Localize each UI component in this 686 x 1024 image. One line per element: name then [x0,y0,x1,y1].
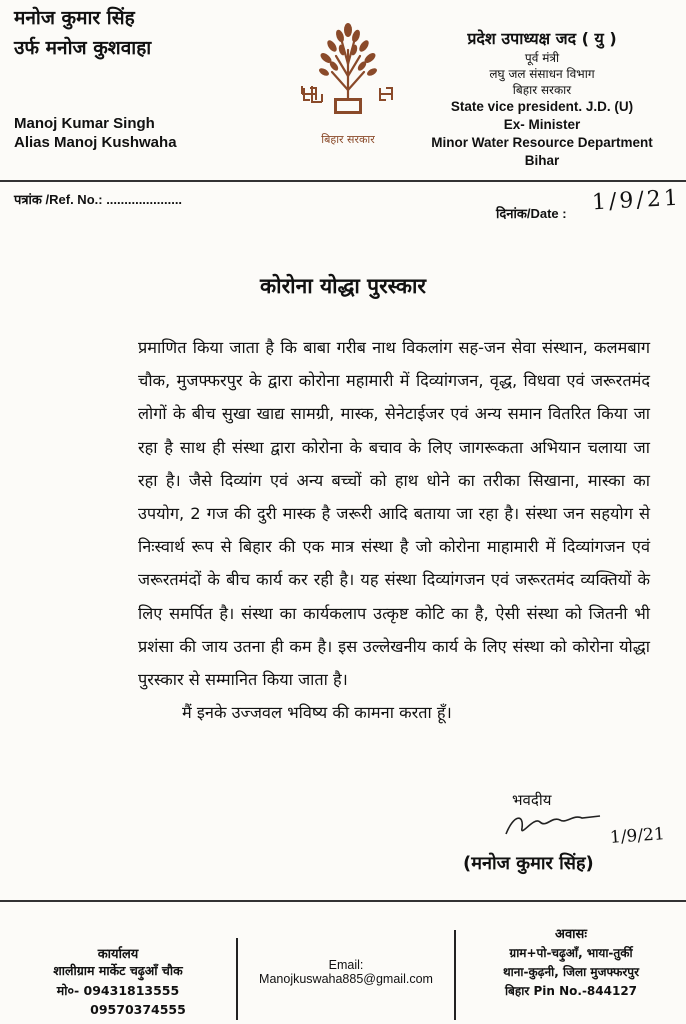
designation-hindi-line-2: पूर्व मंत्री [524,51,560,65]
designation-block [412,28,672,170]
designation-hindi-line-4: बिहार सरकार [512,83,572,97]
office-address [28,944,208,1017]
letter-wish: मैं इनके उज्जवल भविष्य की कामना करता हूँ। [182,703,452,723]
signatory-name: (मनोज कुमार सिंह) [463,853,594,874]
office-phone-1: मो०- 09431813555 [56,983,180,998]
ref-label: पत्रांक /Ref. No. [14,192,99,207]
letter-title: कोरोना योद्धा पुरस्कार [260,274,426,298]
signature-date: 1/9/21 [609,824,666,848]
residence-title: अवासः [555,927,587,942]
email-block [248,958,444,986]
bodhi-tree-emblem-icon [296,20,400,126]
hindi-name: मनोज कुमार सिंह [14,7,135,29]
designation-english-line-2: Ex- Minister [503,117,581,132]
residence-line-3: बिहार Pin No.-844127 [504,984,638,998]
designation-hindi-line-3: लघु जल संसाधन विभाग [489,67,595,81]
office-phone-2: 09570374555 [90,1002,186,1017]
date-handwritten: 1/9/21 [591,185,682,216]
emblem-caption: बिहार सरकार [321,133,375,146]
bihar-emblem [296,20,400,146]
residence-line-1: ग्राम+पो-चढ़ुआँ, भाया-तुर्की [509,946,633,960]
footer-separator-right [454,930,456,1020]
footer-separator-left [236,938,238,1020]
ref-number [14,190,182,208]
office-title: कार्यालय [97,947,139,962]
residence-line-2: थाना-कुढ़नी, जिला मुजफ्फरपुर [502,965,640,979]
signature-scribble [500,808,610,844]
footer-divider [0,900,686,902]
ref-value: : ..................... [98,192,183,207]
english-alias: Alias Manoj Kushwaha [14,134,177,151]
english-name: Manoj Kumar Singh [14,115,155,132]
date-label: दिनांक/Date : [496,206,567,221]
closing-word: भवदीय [512,791,552,809]
designation-english-line-3: Minor Water Resource Department [431,135,653,150]
letter-body-paragraph: प्रमाणित किया जाता है कि बाबा गरीब नाथ विकलांग सह-जन सेवा संस्थान, कलमबाग चौक, मुजफ्फरपुर के द्वारा कोरोना महामारी में दिव्यांगजन, वृद्ध, विधवा एवं जरूरतमंद लोगों के बीच सुखा खाद्य सामग्री, मास्क, सेनेटाईजर एवं अन्य समान वितरित किया जा रहा है साथ ही संस्था द्वारा कोरोना के बचाव के लिए जागरूकता अभियान चलाया जा रहा है। जैसे दिव्यांग एवं अन्य बच्चों को हाथ धोने का तरीका सिखाना, मास्का का उपयोग, 2 गज की दुरी मास्क है जरूरी आदि बताया जा रहा है। संस्था जन सहयोग से निःस्वार्थ रूप से बिहार की एक मात्र संस्था है जो कोरोना माहामारी में दिव्यांगजन एवं जरूरतमंदों के बीच कार्य कर रही है। यह संस्था दिव्यांगजन एवं जरूरतमंद व्यक्तियों के लिए समर्पित है। संस्था का कार्यकलाप उत्कृष्ट कोटि का है, ऐसी संस्था को जितनी भी प्रशंसा की जाय उतना ही कम है। इस उल्लेखनीय कार्य के लिए संस्था को कोरोना योद्धा पुरस्कार से सम्मानित किया जाता है। [138,338,650,690]
designation-english-line-4: Bihar [524,153,560,168]
letter-body [138,331,650,729]
designation-hindi-line-1: प्रदेश उपाध्यक्ष जद ( यु ) [467,29,617,48]
designation-english-line-1: State vice president. J.D. (U) [450,99,634,114]
hindi-alias: उर्फ मनोज कुशवाहा [14,37,152,59]
email-address[interactable]: Manojkuswaha885@gmail.com [259,972,433,986]
office-line-1: शालीग्राम मार्केट चढ़ुआँ चौक [53,963,183,978]
email-label: Email: [328,958,364,972]
residence-address [466,924,676,999]
header-divider [0,180,686,182]
